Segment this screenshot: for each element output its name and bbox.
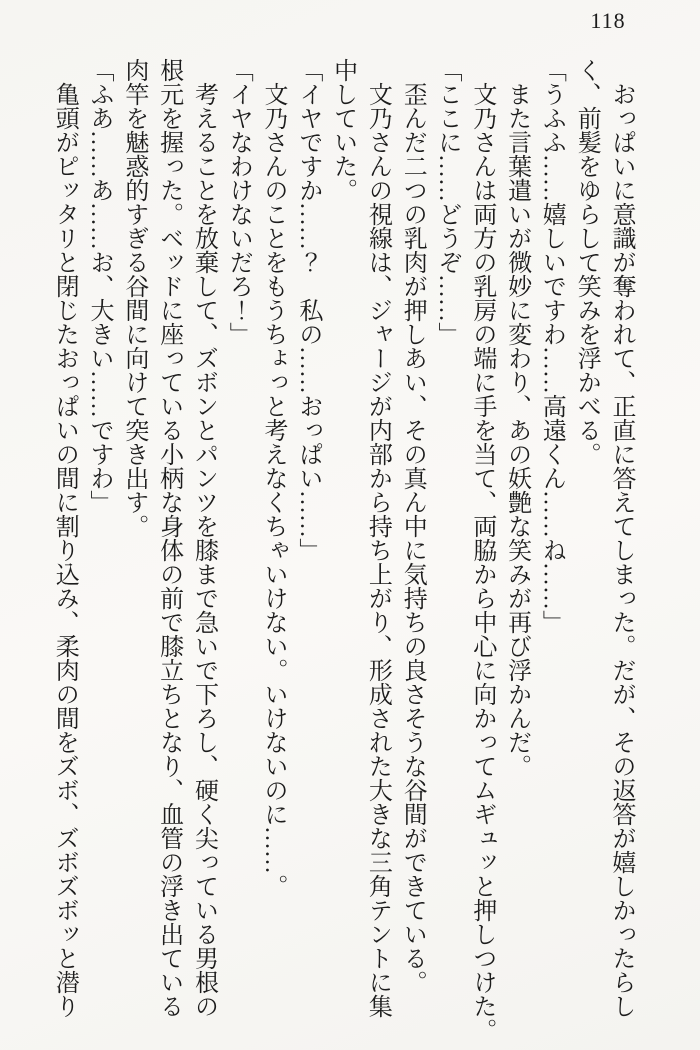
text-line: 「イヤなわけないだろ！」: [225, 58, 252, 346]
text-columns: [46, 58, 638, 1050]
text-line: く、前髪をゆらして笑みを浮かべる。: [573, 58, 600, 466]
text-line: 文乃さんのことをもうちょっと考えなくちゃいけない。いけないのに……。: [260, 82, 287, 898]
text-line: 根元を握った。ベッドに座っている小柄な身体の前で膝立ちとなり、血管の浮き出ている: [155, 58, 182, 1018]
page-number: 118: [590, 8, 626, 33]
text-line: 文乃さんは両方の乳房の端に手を当て、両脇から中心に向かってムギュッと押しつけた。: [468, 82, 495, 1042]
text-line: 「ふあ……あ……お、大きい……ですわ」: [86, 58, 113, 514]
text-line: 「ここに……どうぞ……」: [434, 58, 461, 346]
text-line: 歪んだ二つの乳肉が押しあい、その真ん中に気持ちの良さそうな谷間ができている。: [399, 82, 426, 994]
text-line: 文乃さんの視線は、ジャージが内部から持ち上がり、形成された大きな三角テントに集: [364, 82, 391, 1018]
text-line: 中していた。: [329, 58, 356, 202]
text-line: おっぱいに意識が奪われて、正直に答えてしまった。だが、その返答が嬉しかったらし: [608, 82, 634, 1018]
text-line: 「うふふ……嬉しいですわ……高遠くん……ね……」: [538, 58, 565, 634]
text-line: 「イヤですか……？ 私の……おっぱい……」: [294, 58, 321, 562]
text-line: 肉竿を魅惑的すぎる谷間に向けて突き出す。: [120, 58, 147, 538]
text-line: また言葉遣いが微妙に変わり、あの妖艶な笑みが再び浮かんだ。: [503, 82, 530, 778]
text-line: 亀頭がピッタリと閉じたおっぱいの間に割り込み、柔肉の間をズボ、ズボズボッと潜り: [51, 82, 78, 1018]
text-line: 考えることを放棄して、ズボンとパンツを膝まで急いで下ろし、硬く尖っている男根の: [190, 82, 217, 1018]
